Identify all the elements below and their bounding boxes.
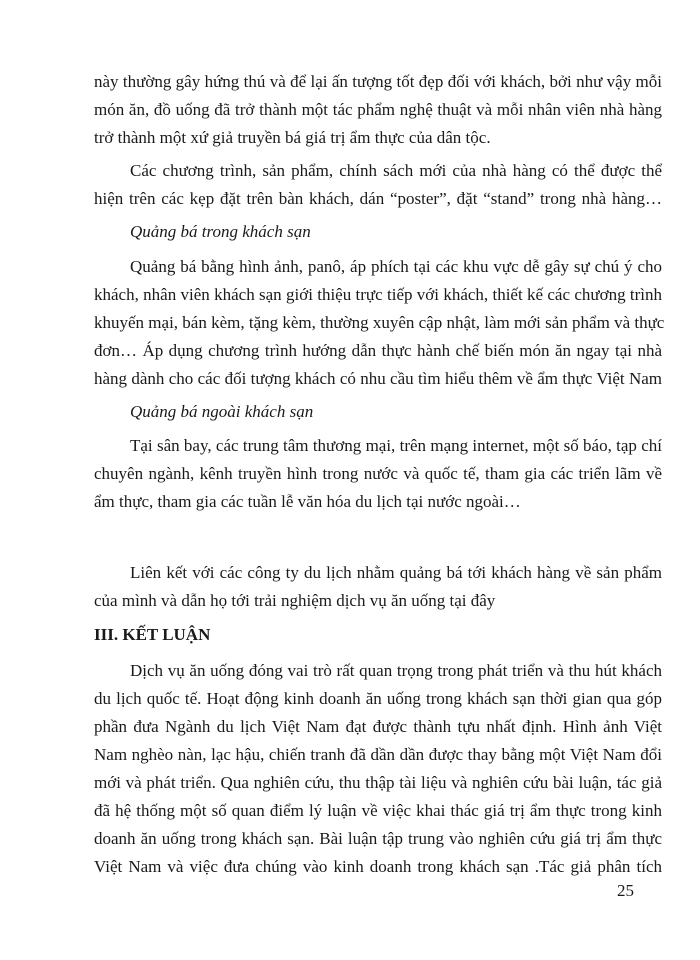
body-text-line: đã hệ thống một số quan điểm lý luận về việc khai thác giá trị ẩm thực trong kinh [94,801,662,820]
subheading: Quảng bá ngoài khách sạn [130,402,314,421]
body-text-line: khuyến mại, bán kèm, tặng kèm, thường xuyên cập nhật, làm mới sản phẩm và thực [94,313,665,332]
body-text-line: khách, nhân viên khách sạn giới thiệu trực tiếp với khách, thiết kế các chương trình [94,285,662,304]
body-text-line: Các chương trình, sản phẩm, chính sách mới của nhà hàng có thể được thể [130,161,662,180]
body-text-line: ẩm thực, tham gia các tuần lễ văn hóa du lịch tại nước ngoài… [94,492,521,511]
body-text-line: phần đưa Ngành du lịch Việt Nam đạt được thành tựu nhất định. Hình ảnh Việt [94,717,662,736]
body-text-line: trở thành một xứ giả truyền bá giá trị ẩm thực của dân tộc. [94,128,491,147]
body-text-line: Quảng bá bằng hình ảnh, panô, áp phích tại các khu vực dễ gây sự chú ý cho [130,257,662,276]
section-heading: III. KẾT LUẬN [94,625,211,644]
body-text-line: mới và phát triển. Qua nghiên cứu, thu thập tài liệu và nghiên cứu bài luận, tác giả [94,773,662,792]
body-text-line: món ăn, đồ uống đã trở thành một tác phẩm nghệ thuật và mỗi nhân viên nhà hàng [94,100,662,119]
subheading: Quảng bá trong khách sạn [130,222,311,241]
body-text-line: du lịch quốc tế. Hoạt động kinh doanh ăn uống trong khách sạn thời gian qua góp [94,689,662,708]
body-text-line: Việt Nam và việc đưa chúng vào kinh doanh trong khách sạn .Tác giả phân tích [94,857,662,876]
body-text-line: này thường gây hứng thú và để lại ấn tượng tốt đẹp đối với khách, bởi như vậy mỗi [94,72,662,91]
body-text-line: đơn… Áp dụng chương trình hướng dẫn thực hành chế biến món ăn ngay tại nhà [94,341,662,360]
body-text-line: Nam nghèo nàn, lạc hậu, chiến tranh đã dần dần được thay bằng một Việt Nam đổi [94,745,662,764]
body-text-line: hàng dành cho các đối tượng khách có nhu cầu tìm hiểu thêm về ẩm thực Việt Nam [94,369,662,388]
body-text-line: Tại sân bay, các trung tâm thương mại, trên mạng internet, một số báo, tạp chí [130,436,662,455]
body-text-line: của mình và dẫn họ tới trải nghiệm dịch vụ ăn uống tại đây [94,591,496,610]
page-number: 25 [617,881,634,900]
body-text-line: Liên kết với các công ty du lịch nhằm quảng bá tới khách hàng về sản phẩm [130,563,662,582]
body-text-line: chuyên ngành, kênh truyền hình trong nước và quốc tế, tham gia các triển lãm về [94,464,662,483]
body-text-line: hiện trên các kẹp đặt trên bàn khách, dán “poster”, đặt “stand” trong nhà hàng… [94,189,662,208]
body-text-line: Dịch vụ ăn uống đóng vai trò rất quan trọng trong phát triển và thu hút khách [130,661,662,680]
body-text-line: doanh ăn uống trong khách sạn. Bài luận tập trung vào nghiên cứu giá trị ẩm thực [94,829,662,848]
